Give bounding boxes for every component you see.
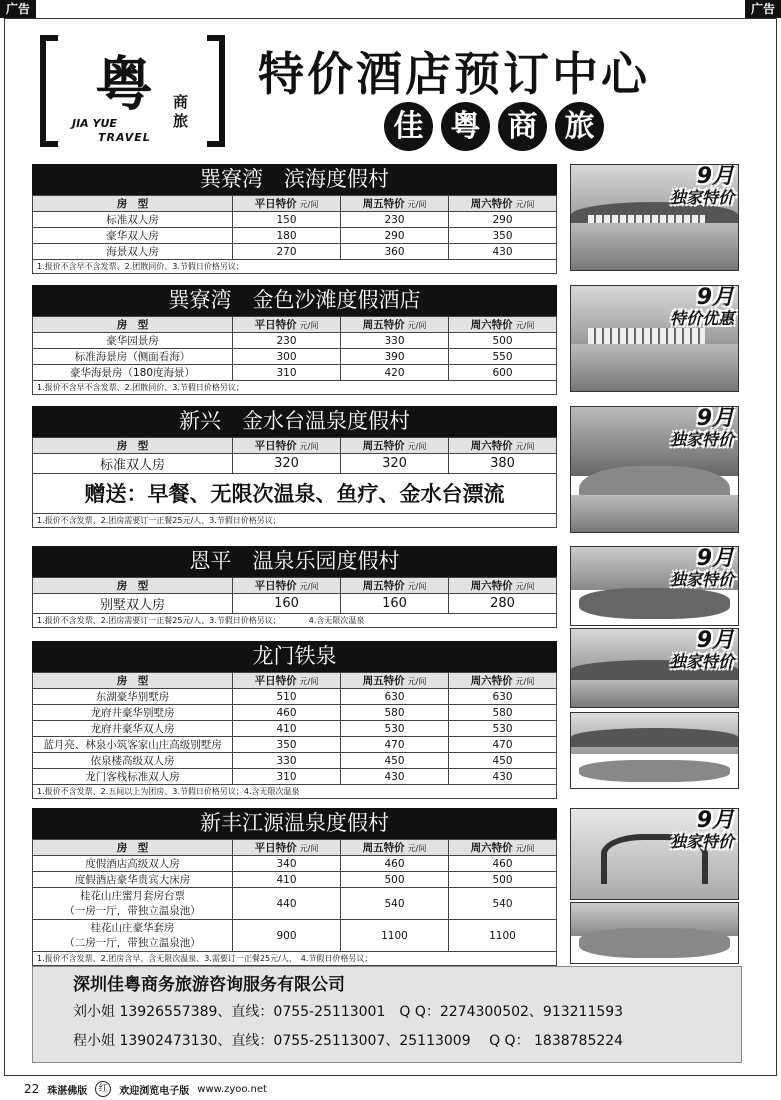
price-weekday: 310 (233, 769, 341, 785)
price-saturday: 380 (449, 454, 557, 474)
price-table (32, 316, 557, 381)
price-weekday: 230 (233, 333, 341, 349)
price-weekday: 330 (233, 753, 341, 769)
price-saturday: 600 (449, 365, 557, 381)
price-friday: 500 (341, 872, 449, 888)
price-saturday: 350 (449, 228, 557, 244)
table-row (33, 705, 557, 721)
col-saturday: 周六特价 元/间 (449, 840, 557, 856)
price-friday: 160 (341, 594, 449, 614)
hotel-title: 新丰江源温泉度假村 (32, 808, 557, 839)
logo-bracket-right (207, 35, 225, 147)
col-weekday: 平日特价 元/间 (233, 196, 341, 212)
col-weekday: 平日特价 元/间 (233, 673, 341, 689)
hotel-block-xinfeng (32, 808, 557, 966)
logo-mark: 粤 (95, 50, 154, 118)
price-weekday: 320 (233, 454, 341, 474)
price-saturday: 550 (449, 349, 557, 365)
hotel-block-longmen (32, 641, 557, 799)
hotel-note: 1.报价不含早不含发票、2.团散同价、3.节假日价格另议； (32, 381, 557, 395)
brand-circles (384, 102, 604, 151)
contact-line[interactable]: 程小姐 13902473130、直线：0755-25113007、25113009 Q Q： 1838785224 (73, 1033, 624, 1049)
price-weekday: 180 (233, 228, 341, 244)
price-friday: 330 (341, 333, 449, 349)
logo-bracket-left (40, 35, 58, 147)
table-row (33, 244, 557, 260)
hotel-title: 龙门铁泉 (32, 641, 557, 672)
price-saturday: 430 (449, 244, 557, 260)
price-weekday: 350 (233, 737, 341, 753)
price-saturday: 630 (449, 689, 557, 705)
hotel-block-xunliaowan-resort (32, 164, 557, 274)
company-name: 深圳佳粤商务旅游咨询服务有限公司 (73, 975, 345, 995)
price-saturday: 280 (449, 594, 557, 614)
room-type: 豪华海景房（180度海景） (33, 365, 233, 381)
table-header-row (33, 673, 557, 689)
price-friday: 430 (341, 769, 449, 785)
col-friday: 周五特价 元/间 (341, 578, 449, 594)
hotel-photo-beach[interactable] (570, 164, 739, 271)
price-friday: 450 (341, 753, 449, 769)
col-room-type: 房 型 (33, 438, 233, 454)
price-weekday: 160 (233, 594, 341, 614)
price-weekday: 510 (233, 689, 341, 705)
brand-circle: 粤 (441, 102, 490, 151)
brand-logo[interactable] (40, 35, 225, 150)
page-number: 22 (24, 1082, 40, 1096)
price-table (32, 437, 557, 474)
room-type: 蓝月亮、林泉小筑客家山庄高级别墅房 (33, 737, 233, 753)
col-friday: 周五特价 元/间 (341, 317, 449, 333)
price-saturday: 470 (449, 737, 557, 753)
price-saturday: 290 (449, 212, 557, 228)
col-friday: 周五特价 元/间 (341, 438, 449, 454)
table-row (33, 689, 557, 705)
price-saturday: 580 (449, 705, 557, 721)
page-bottom-bar (24, 1081, 267, 1097)
website-link[interactable]: www.zyoo.net (197, 1083, 267, 1095)
hotel-title: 恩平 温泉乐园度假村 (32, 546, 557, 577)
room-type: 度假酒店高级双人房 (33, 856, 233, 872)
price-weekday: 150 (233, 212, 341, 228)
welcome-text: 欢迎浏览电子版 (119, 1085, 190, 1097)
brand-circle: 旅 (555, 102, 604, 151)
table-row (33, 920, 557, 952)
price-weekday: 300 (233, 349, 341, 365)
table-row (33, 753, 557, 769)
price-weekday: 460 (233, 705, 341, 721)
table-row (33, 228, 557, 244)
table-row (33, 594, 557, 614)
col-saturday: 周六特价 元/间 (449, 578, 557, 594)
ad-label-left: 广告 (0, 0, 36, 18)
promo-badge: 9月 独家特价 (669, 406, 734, 449)
price-weekday: 900 (233, 920, 341, 952)
table-row (33, 872, 557, 888)
table-row (33, 333, 557, 349)
table-row (33, 365, 557, 381)
hotel-photo-golden-beach[interactable] (570, 285, 739, 392)
hotel-title: 巽寮湾 滨海度假村 (32, 164, 557, 195)
col-weekday: 平日特价 元/间 (233, 438, 341, 454)
price-friday: 230 (341, 212, 449, 228)
hotel-photo-longmen-lake[interactable] (570, 628, 739, 708)
price-friday: 320 (341, 454, 449, 474)
hotel-note: 1.报价不含发票、2.团房需要订一正餐25元/人、3.节假日价格另议； 4.含无限次温泉 (32, 614, 557, 628)
price-friday: 580 (341, 705, 449, 721)
contact-footer (32, 966, 742, 1063)
room-type: 别墅双人房 (33, 594, 233, 614)
hotel-note: 1.报价不含早不含发票、2.团散同价、3.节假日价格另议； (32, 260, 557, 274)
price-saturday: 460 (449, 856, 557, 872)
col-saturday: 周六特价 元/间 (449, 438, 557, 454)
logo-jiayue: JIA YUE (72, 117, 117, 130)
room-type: 度假酒店豪华贵宾大床房 (33, 872, 233, 888)
price-friday: 390 (341, 349, 449, 365)
col-room-type: 房 型 (33, 317, 233, 333)
room-type: 标准双人房 (33, 212, 233, 228)
hotel-photo-longmen-pool[interactable] (570, 712, 739, 789)
col-room-type: 房 型 (33, 673, 233, 689)
table-header-row (33, 438, 557, 454)
price-friday: 470 (341, 737, 449, 753)
price-weekday: 310 (233, 365, 341, 381)
price-weekday: 440 (233, 888, 341, 920)
hotel-block-enping (32, 546, 557, 628)
price-table (32, 672, 557, 785)
page-header (0, 20, 781, 160)
table-header-row (33, 578, 557, 594)
table-row (33, 454, 557, 474)
price-saturday: 450 (449, 753, 557, 769)
room-type: 龙府井豪华别墅房 (33, 705, 233, 721)
room-type: 龙府井豪华双人房 (33, 721, 233, 737)
hotel-photo-hot-spring[interactable] (570, 406, 739, 533)
price-friday: 420 (341, 365, 449, 381)
price-table (32, 195, 557, 260)
hotel-photo-xinfeng-gate[interactable] (570, 808, 739, 900)
col-friday: 周五特价 元/间 (341, 196, 449, 212)
table-row (33, 737, 557, 753)
logo-shanglv: 商 旅 (173, 93, 189, 130)
table-row (33, 212, 557, 228)
price-table (32, 839, 557, 952)
price-friday: 1100 (341, 920, 449, 952)
hotel-photo-xinfeng-spring[interactable] (570, 902, 739, 964)
room-type: 标准双人房 (33, 454, 233, 474)
price-saturday: 430 (449, 769, 557, 785)
col-saturday: 周六特价 元/间 (449, 196, 557, 212)
room-type: 桂花山庄蜜月套房台票 （一房一厅，带独立温泉池） (33, 888, 233, 920)
col-weekday: 平日特价 元/间 (233, 578, 341, 594)
hotel-photo-enping[interactable] (570, 546, 739, 626)
ad-label-right: 广告 (745, 0, 781, 18)
price-saturday: 500 (449, 872, 557, 888)
price-weekday: 410 (233, 872, 341, 888)
edition-stamp-icon: 红 (95, 1081, 111, 1097)
room-type: 龙门客栈标准双人房 (33, 769, 233, 785)
price-weekday: 270 (233, 244, 341, 260)
room-type: 豪华双人房 (33, 228, 233, 244)
table-header-row (33, 840, 557, 856)
price-saturday: 540 (449, 888, 557, 920)
price-saturday: 1100 (449, 920, 557, 952)
col-weekday: 平日特价 元/间 (233, 317, 341, 333)
table-row (33, 769, 557, 785)
hotel-note: 1.报价不含发票、2.团房需要订一正餐25元/人、3.节假日价格另议； (32, 514, 557, 528)
room-type: 海景双人房 (33, 244, 233, 260)
room-type: 东湖豪华别墅房 (33, 689, 233, 705)
table-row (33, 721, 557, 737)
promo-badge: 9月 特价优惠 (669, 285, 734, 328)
room-type: 豪华园景房 (33, 333, 233, 349)
promo-badge: 9月 独家特价 (669, 808, 734, 851)
price-friday: 460 (341, 856, 449, 872)
price-friday: 530 (341, 721, 449, 737)
hotel-title: 巽寮湾 金色沙滩度假酒店 (32, 285, 557, 316)
col-room-type: 房 型 (33, 578, 233, 594)
room-type: 标准海景房（侧面看海） (33, 349, 233, 365)
contact-line[interactable]: 刘小姐 13926557389、直线：0755-25113001 Q Q：2274300502、913211593 (73, 1004, 624, 1020)
price-weekday: 410 (233, 721, 341, 737)
col-room-type: 房 型 (33, 196, 233, 212)
hotel-block-golden-beach (32, 285, 557, 395)
brand-circle: 商 (498, 102, 547, 151)
edition-label: 珠湛佛版 (47, 1085, 88, 1097)
brand-circle: 佳 (384, 102, 433, 151)
price-friday: 540 (341, 888, 449, 920)
table-row (33, 888, 557, 920)
hotel-note: 1.报价不含发票、2.五间以上为团房、3.节假日价格另议；4.含无限次温泉 (32, 785, 557, 799)
hotel-block-jinshuitai (32, 406, 557, 528)
promo-badge: 9月 独家特价 (669, 164, 734, 207)
page-title: 特价酒店预订中心 (258, 47, 650, 101)
table-header-row (33, 196, 557, 212)
gift-banner: 赠送：早餐、无限次温泉、鱼疗、金水台漂流 (32, 474, 557, 514)
col-weekday: 平日特价 元/间 (233, 840, 341, 856)
col-room-type: 房 型 (33, 840, 233, 856)
price-saturday: 500 (449, 333, 557, 349)
price-table (32, 577, 557, 614)
hotel-title: 新兴 金水台温泉度假村 (32, 406, 557, 437)
col-saturday: 周六特价 元/间 (449, 317, 557, 333)
room-type: 依泉楼高级双人房 (33, 753, 233, 769)
price-weekday: 340 (233, 856, 341, 872)
col-saturday: 周六特价 元/间 (449, 673, 557, 689)
table-row (33, 349, 557, 365)
table-header-row (33, 317, 557, 333)
col-friday: 周五特价 元/间 (341, 673, 449, 689)
room-type: 桂花山庄豪华套房 （二房一厅，带独立温泉池） (33, 920, 233, 952)
logo-travel: TRAVEL (98, 131, 151, 144)
price-friday: 630 (341, 689, 449, 705)
table-row (33, 856, 557, 872)
price-saturday: 530 (449, 721, 557, 737)
price-friday: 360 (341, 244, 449, 260)
price-friday: 290 (341, 228, 449, 244)
promo-badge: 9月 独家特价 (669, 546, 734, 589)
hotel-note: 1.报价不含发票、2.团房含早、含无限次温泉、3.需要订一正餐25元/人、 4.节假日价格另议； (32, 952, 557, 966)
col-friday: 周五特价 元/间 (341, 840, 449, 856)
promo-badge: 9月 独家特价 (669, 628, 734, 671)
